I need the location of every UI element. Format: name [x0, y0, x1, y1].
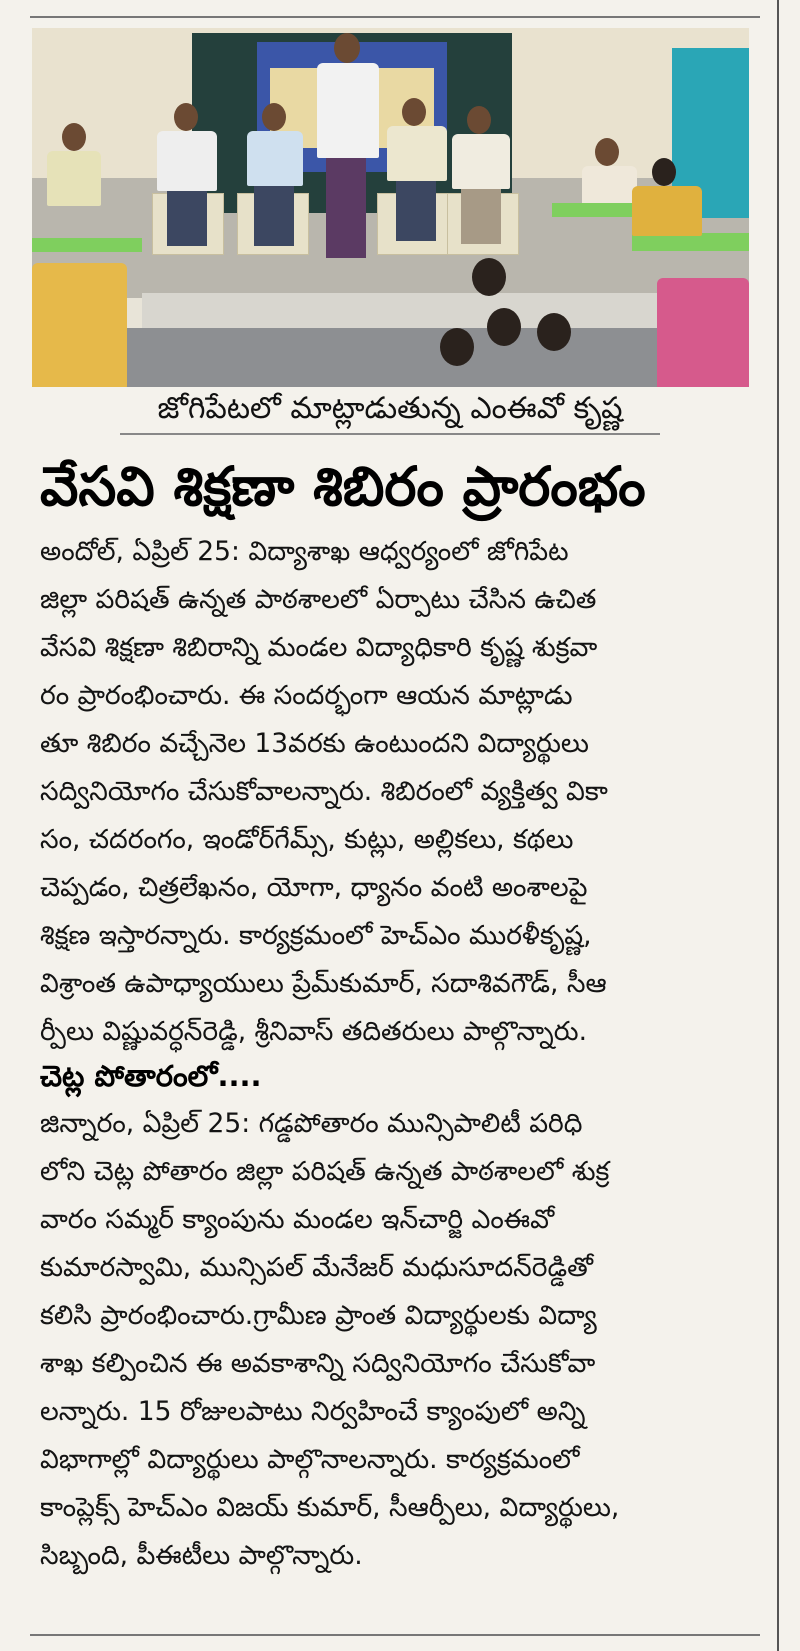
- article1-line: జిల్లా పరిషత్ ఉన్నత పాఠశాలలో ఏర్పాటు చేసిన ఉచిత: [40, 584, 597, 615]
- article2-line: జిన్నారం, ఏప్రిల్ 25: గడ్డపోతారం మున్సిపాలిటీ పరిధి: [40, 1108, 583, 1139]
- column-rule: [777, 0, 779, 1651]
- article2-line: సిబ్బంది, పీఈటీలు పాల్గొన్నారు.: [40, 1540, 363, 1571]
- article1-line: విశ్రాంత ఉపాధ్యాయులు ప్రేమ్‌కుమార్, సదాశివగౌడ్, సీఆ: [40, 968, 607, 999]
- article2-line: వారం సమ్మర్ క్యాంపును మండల ఇన్‌చార్జి ఎంఈవో: [40, 1204, 555, 1235]
- headline: వేసవి శిక్షణా శిబిరం ప్రారంభం: [40, 455, 646, 518]
- article2-line: కుమారస్వామి, మున్సిపల్ మేనేజర్ మధుసూదన్‌రెడ్డితో: [40, 1252, 593, 1283]
- photo-caption: జోగిపేటలో మాట్లాడుతున్న ఎంఈవో కృష్ణ: [157, 391, 623, 426]
- article2-line: కాంప్లెక్స్ హెచ్ఎం విజయ్ కుమార్, సీఆర్పీలు, విద్యార్థులు,: [40, 1492, 620, 1523]
- top-rule: [30, 16, 760, 18]
- article2-line: విభాగాల్లో విద్యార్థులు పాల్గొనాలన్నారు. కార్యక్రమంలో: [40, 1444, 580, 1475]
- article2-line: లన్నారు. 15 రోజులపాటు నిర్వహించే క్యాంపులో అన్ని: [40, 1396, 586, 1427]
- article1-line: ర్పీలు విష్ణువర్ధన్‌రెడ్డి, శ్రీనివాస్ తదితరులు పాల్గొన్నారు.: [40, 1016, 588, 1047]
- caption-divider: [120, 433, 660, 435]
- article1-line: రం ప్రారంభించారు. ఈ సందర్భంగా ఆయన మాట్లాడు: [40, 680, 573, 711]
- bottom-rule: [30, 1634, 760, 1636]
- article1-line: వేసవి శిక్షణా శిబిరాన్ని మండల విద్యాధికారి కృష్ణ శుక్రవా: [40, 632, 598, 663]
- subhead: చెట్ల పోతారంలో....: [40, 1059, 262, 1093]
- event-photo: [32, 28, 749, 387]
- article1-line: సం, చదరంగం, ఇండోర్‌గేమ్స్, కుట్లు, అల్లికలు, కథలు: [40, 824, 574, 855]
- article2-line: కలిసి ప్రారంభించారు.గ్రామీణ ప్రాంత విద్యార్థులకు విద్యా: [40, 1300, 597, 1331]
- article2-line: లోని చెట్ల పోతారం జిల్లా పరిషత్ ఉన్నత పాఠశాలలో శుక్ర: [40, 1156, 610, 1187]
- article1-line: తూ శిబిరం వచ్చేనెల 13వరకు ఉంటుందని విద్యార్థులు: [40, 728, 589, 759]
- article2-line: శాఖ కల్పించిన ఈ అవకాశాన్ని సద్వినియోగం చేసుకోవా: [40, 1348, 596, 1379]
- article1-line: అందోల్, ఏప్రిల్ 25: విద్యాశాఖ ఆధ్వర్యంలో జోగిపేట: [40, 536, 569, 567]
- article1-line: చెప్పడం, చిత్రలేఖనం, యోగా, ధ్యానం వంటి అంశాలపై: [40, 872, 588, 903]
- article1-line: సద్వినియోగం చేసుకోవాలన్నారు. శిబిరంలో వ్యక్తిత్వ వికా: [40, 776, 608, 807]
- article1-line: శిక్షణ ఇస్తారన్నారు. కార్యక్రమంలో హెచ్ఎం మురళీకృష్ణ,: [40, 920, 592, 951]
